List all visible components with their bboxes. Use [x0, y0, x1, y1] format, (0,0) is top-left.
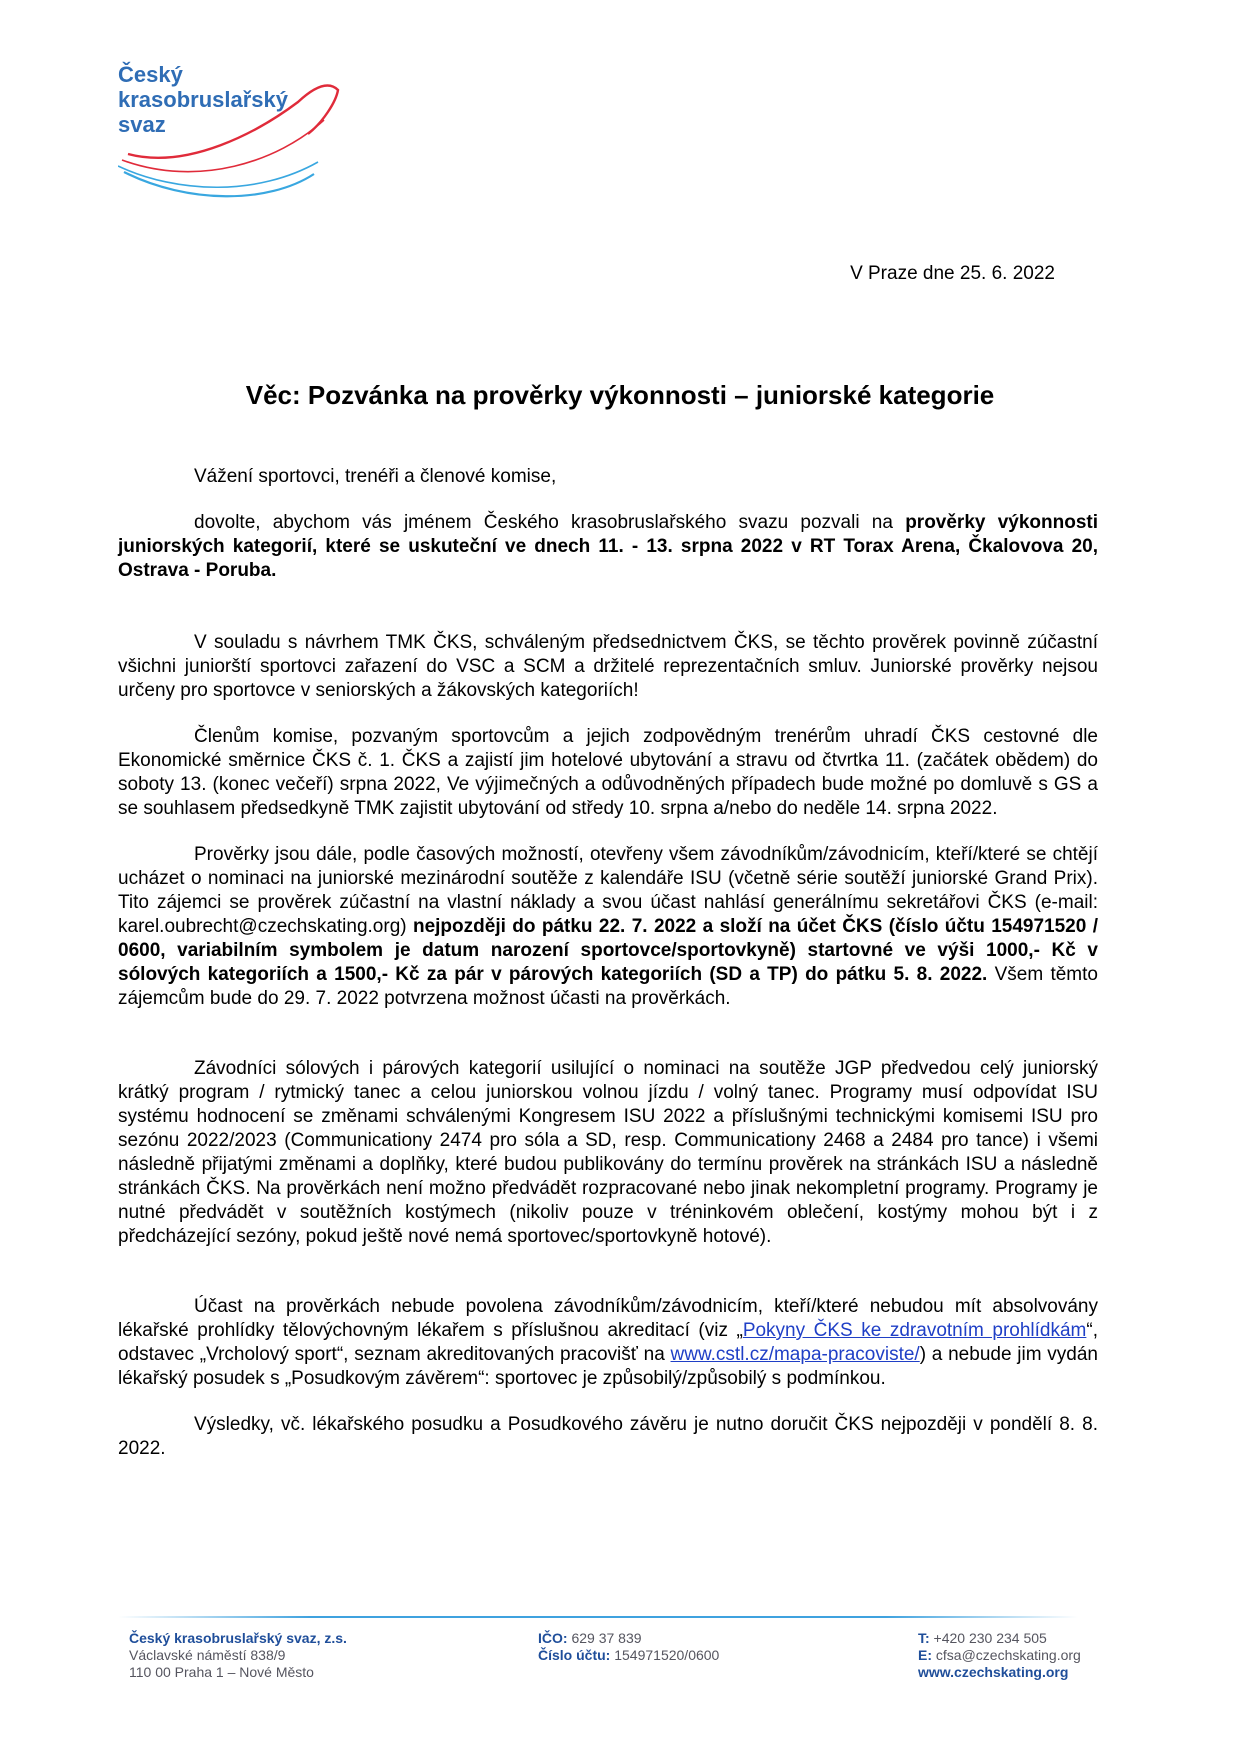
footer-email-label: E: [918, 1647, 932, 1663]
paragraph-programs: Závodníci sólových i párových kategorií usilující o nominaci na soutěže JGP předvedou celý juniorský krátký program / rytmický tanec a celou juniorskou volnou jízdu / volný tanec. Programy musí odpovídat ISU systému hodnocení se změnami schválenými Kongresem ISU 2022 a příslušnými technickými komisemi ISU pro sezónu 2022/2023 (Communicationy 2474 pro sóla a SD, resp. Communicationy 2468 a 2484 pro tance) i všemi následně přijatými změnami a doplňky, které budou publikovány do termínu prověrek na stránkách ISU a následně stránkách ČKS. Na prověrkách není možno předvádět rozpracované nebo jinak nekompletní programy. Programy je nutné předvádět v soutěžních kostýmech (nikoliv pouze v tréninkovém oblečení, kostýmy mohou být i z předcházející sezóny, pokud ještě nové nemá sportovec/sportovkyně hotové). [118, 1058, 1098, 1247]
footer-email[interactable] [918, 1647, 1081, 1664]
footer-registration [538, 1630, 719, 1664]
paragraph-open-entry-text: Prověrky jsou dále, podle časových možností, otevřeny všem závodníkům/závodnicím, kteří/které se chtějí ucházet o nominaci na juniorské mezinárodní soutěže z kalendáře ISU (včetně série soutěží juniorské Grand Prix). Tito zájemci se prověrek zúčastní na vlastní náklady a svou účast nahlásí generálnímu sekretářovi ČKS (e-mail: karel.oubrecht@czechskating.org) [118, 844, 1098, 937]
letter-date: V Praze dne 25. 6. 2022 [850, 263, 1055, 284]
footer-contact [918, 1630, 1081, 1681]
footer-account-label: Číslo účtu: [538, 1647, 611, 1663]
salutation: Vážení sportovci, trenéři a členové komise, [194, 466, 557, 487]
paragraph-medical-text-3: ) a nebude jim vydán lékařský posudek s „Posudkovým závěrem“: sportovec je způsobilý/způsobilý s podmínkou. [118, 1344, 1098, 1389]
logo-line-1: Český [118, 62, 183, 87]
paragraph-open-entry [118, 843, 1098, 1011]
paragraph-invitation [118, 511, 1098, 583]
paragraph-results: Výsledky, vč. lékařského posudku a Posudkového závěru je nutno doručit ČKS nejpozději v pondělí 8. 8. 2022. [118, 1414, 1098, 1459]
footer-account-value: 154971520/0600 [610, 1647, 720, 1663]
footer-org-name: Český krasobruslařský svaz, z.s. [129, 1630, 347, 1646]
footer-phone-value: +420 230 234 505 [929, 1630, 1047, 1646]
logo-line-3: svaz [118, 112, 166, 137]
footer-address [129, 1630, 347, 1681]
logo-line-2: krasobruslařský [118, 87, 288, 112]
paragraph-open-entry-tail: Všem těmto zájemcům bude do 29. 7. 2022 potvrzena možnost účasti na prověrkách. [118, 964, 1098, 1009]
paragraph-medical-text-2: “, odstavec „Vrcholový sport“, seznam akreditovaných pracovišť na [118, 1320, 1098, 1365]
footer-ico-value: 629 37 839 [567, 1630, 642, 1646]
paragraph-medical [118, 1295, 1098, 1391]
paragraph-open-entry-bold: nejpozději do pátku 22. 7. 2022 a složí na účet ČKS (číslo účtu 154971520 / 0600, variabilním symbolem je datum narození sportovce/sportovkyně) startovné ve výši 1000,- Kč v sólových kategoriích a 1500,- Kč za pár v párových kategoriích (SD a TP) do pátku 5. 8. 2022. [118, 916, 1098, 985]
footer-phone [918, 1630, 1081, 1647]
footer-city: 110 00 Praha 1 – Nové Město [129, 1664, 314, 1680]
footer-street: Václavské náměstí 838/9 [129, 1647, 286, 1663]
link-medical-guidelines[interactable]: Pokyny ČKS ke zdravotním prohlídkám [742, 1320, 1087, 1341]
letter-subject: Věc: Pozvánka na prověrky výkonnosti – juniorské kategorie [245, 380, 995, 410]
footer-phone-label: T: [918, 1630, 930, 1646]
link-cstl-map[interactable]: www.cstl.cz/mapa-pracoviste/ [670, 1344, 920, 1365]
paragraph-invitation-text: dovolte, abychom vás jménem Českého krasobruslařského svazu pozvali na [194, 512, 906, 533]
paragraph-costs: Členům komise, pozvaným sportovcům a jejich zodpovědným trenérům uhradí ČKS cestovné dle Ekonomické směrnice ČKS č. 1. ČKS a zajistí jim hotelové ubytování a stravu od čtvrtka 11. (začátek obědem) do soboty 13. (konec večeří) srpna 2022, Ve výjimečných a odůvodněných případech bude možné po domluvě s GS a se souhlasem předsedkyně TMK zajistit ubytování od středy 10. srpna a/nebo do neděle 14. srpna 2022. [118, 726, 1098, 819]
footer-divider [118, 1616, 1078, 1618]
logo [118, 62, 378, 212]
footer-ico-label: IČO: [538, 1630, 568, 1646]
footer-ico [538, 1630, 719, 1647]
paragraph-invitation-bold: prověrky výkonnosti juniorských kategorií, které se uskuteční ve dnech 11. - 13. srpna 2022 v RT Torax Arena, Čkalovova 20, Ostrava - Poruba. [118, 512, 1099, 581]
paragraph-medical-text: Účast na prověrkách nebude povolena závodníkům/závodnicím, kteří/které nebudou mít absolvovány lékařské prohlídky tělovýchovným lékařem s příslušnou akreditací (viz „ [118, 1296, 1098, 1341]
letter-body [118, 465, 1098, 1461]
footer-website[interactable]: www.czechskating.org [918, 1664, 1069, 1680]
footer-email-value[interactable]: cfsa@czechskating.org [932, 1647, 1081, 1663]
footer-account [538, 1647, 719, 1664]
paragraph-mandatory: V souladu s návrhem TMK ČKS, schváleným předsednictvem ČKS, se těchto prověrek povinně zúčastní všichni juniorští sportovci zařazení do VSC a SCM a držitelé reprezentačních smluv. Juniorské prověrky nejsou určeny pro sportovce v seniorských a žákovských kategoriích! [118, 632, 1098, 701]
